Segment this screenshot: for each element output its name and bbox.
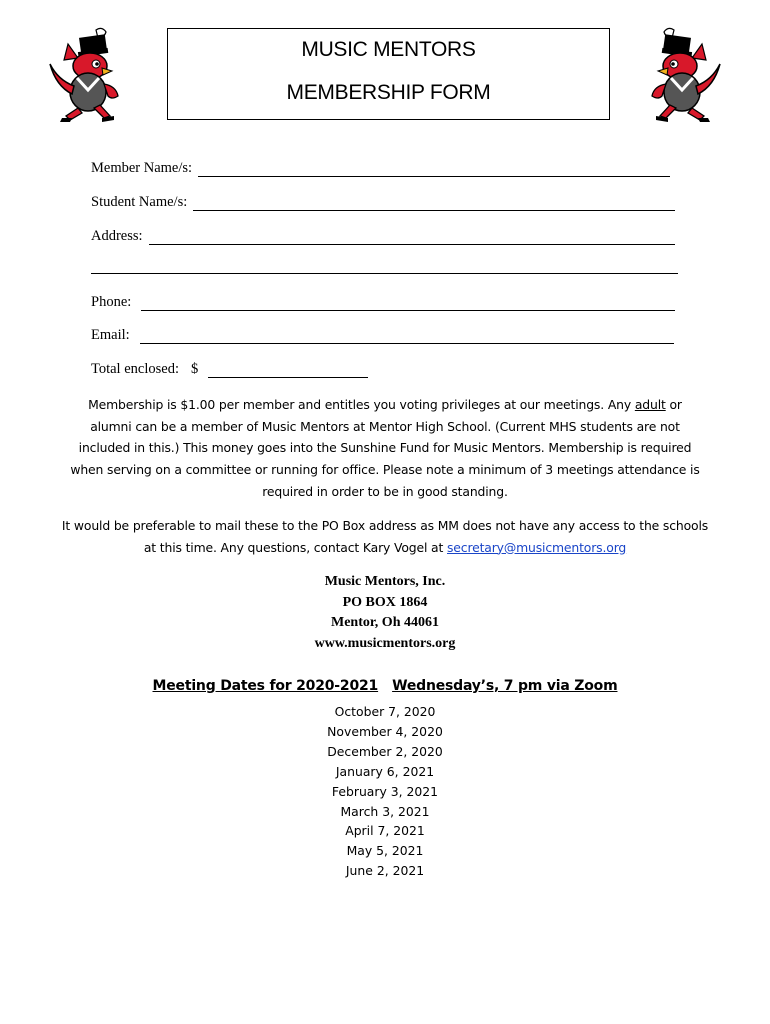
mailing-info-text: It would be preferable to mail these to the PO Box address as MM does not have any access to the schools at this time. Any questions, contact Kary Vogel at [61, 518, 709, 555]
list-item: March 3, 2021 [340, 803, 430, 819]
address-line[interactable] [149, 232, 675, 245]
po-box: PO BOX 1864 [342, 594, 428, 610]
page-title: MUSIC MENTORS [301, 38, 476, 61]
student-name-line[interactable] [193, 198, 675, 211]
list-item: April 7, 2021 [345, 823, 425, 839]
total-enclosed-line[interactable] [208, 365, 368, 378]
email-field[interactable] [91, 327, 674, 344]
list-item: May 5, 2021 [346, 843, 424, 859]
cardinal-mascot-icon [44, 26, 130, 126]
membership-info-text-b: or alumni can be a member of Music Mentors at Mentor High School. (Current MHS students are not included in this.) This money goes into the Sunshine Fund for Music Mentors. Membership is required when serving on a committee or running for office. Please note a minimum of 3 meetings attendance is required in order to be in good standing. [70, 397, 700, 499]
address-label: Address: [91, 228, 143, 244]
city-state-zip: Mentor, Oh 44061 [331, 615, 439, 630]
currency-symbol: $ [190, 361, 199, 377]
phone-line[interactable] [141, 298, 675, 311]
mailing-info-paragraph [60, 515, 710, 558]
mailing-address [185, 572, 585, 654]
list-item: December 2, 2020 [327, 743, 443, 759]
meeting-dates-heading-right: Wednesday’s, 7 pm via Zoom [392, 678, 618, 694]
phone-field[interactable] [91, 294, 675, 311]
secretary-email-link[interactable]: secretary@musicmentors.org [447, 539, 627, 555]
membership-info-paragraph [70, 394, 700, 503]
website: www.musicmentors.org [314, 635, 456, 651]
list-item: January 6, 2021 [335, 763, 435, 779]
address-line-2[interactable] [91, 273, 678, 274]
membership-info-adult: adult [634, 397, 666, 412]
membership-info-text-a: Membership is $1.00 per member and entitles you voting privileges at our meetings. Any [88, 397, 635, 412]
cardinal-mascot-icon [640, 26, 726, 126]
list-item: October 7, 2020 [334, 704, 436, 719]
list-item: November 4, 2020 [327, 723, 443, 739]
email-label: Email: [91, 327, 130, 343]
email-line[interactable] [140, 331, 674, 344]
student-name-field[interactable] [91, 194, 675, 211]
meeting-dates-heading-left: Meeting Dates for 2020-2021 [152, 678, 379, 694]
phone-label: Phone: [91, 294, 132, 310]
address-field[interactable] [91, 228, 675, 245]
list-item: June 2, 2021 [345, 863, 425, 879]
meeting-dates-heading [120, 678, 650, 694]
org-name: Music Mentors, Inc. [324, 574, 446, 589]
meeting-dates-list [235, 702, 535, 881]
student-name-label: Student Name/s: [91, 194, 188, 210]
title-box [167, 28, 610, 120]
total-enclosed-field[interactable] [91, 361, 368, 378]
member-name-label: Member Name/s: [91, 160, 193, 176]
member-name-line[interactable] [198, 164, 670, 177]
total-enclosed-label: Total enclosed: [91, 361, 179, 377]
list-item: February 3, 2021 [331, 783, 439, 799]
page-subtitle: MEMBERSHIP FORM [286, 81, 491, 104]
member-name-field[interactable] [91, 160, 670, 177]
